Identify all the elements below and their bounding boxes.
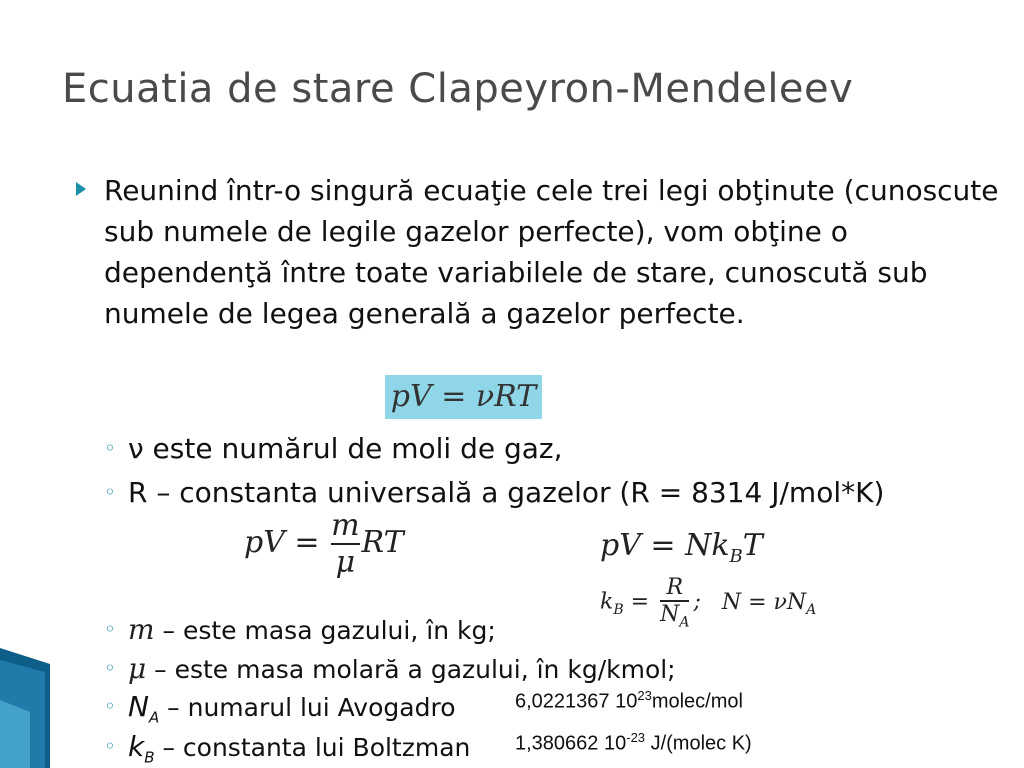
sub-item-boltzmann: ◦ $k_B$ – constanta lui Boltzman [104,730,471,767]
boltzmann-value: 1,380662 $10^{-23}$ J/(molec K) [515,730,752,755]
ring-bullet-icon: ◦ [104,694,116,718]
ring-bullet-icon: ◦ [104,656,116,680]
bullet-arrow-icon [76,182,86,196]
sub-item-R: ◦ R – constanta universală a gazelor (R = 8314 J/mol*K) [104,476,885,509]
ring-bullet-icon: ◦ [104,734,116,758]
slide-title: Ecuatia de stare Clapeyron-Mendeleev [62,66,854,112]
sub-item-nu: ◦ ν este numărul de moli de gaz, [104,432,563,465]
sub-item-molar-mass: ◦ μ – este masa molară a gazului, în kg/kmol; [104,652,676,685]
ring-bullet-icon: ◦ [104,436,116,460]
equation-clapeyron-mass: pV = $\frac{m}{\mu}$ RT [244,508,404,580]
ring-bullet-icon: ◦ [104,480,116,504]
equation-kb-definition: $k_B$ = $\frac{R}{N_A}$ ; $N = \nu N_A$ [600,575,817,631]
main-bullet-text: Reunind într-o singură ecuaţie cele trei legi obţinute (cunoscute sub numele de legile gazelor perfecte), vom obţine o dependenţă între toate variabilele de stare, cunoscută sub numele de legea generală a gazelor perfecte. [104,174,999,330]
formula-highlighted: pV = νRT [385,375,542,419]
ring-bullet-icon: ◦ [104,617,116,641]
equation-boltzmann-form: pV = $Nk_BT$ [600,528,763,567]
avogadro-value: 6,0221367 $10^{23}molec$/mol [515,688,743,713]
sub-item-avogadro: ◦ $N_A$ – numarul lui Avogadro [104,690,456,727]
sub-item-mass: ◦ m – este masa gazului, în kg; [104,613,496,646]
